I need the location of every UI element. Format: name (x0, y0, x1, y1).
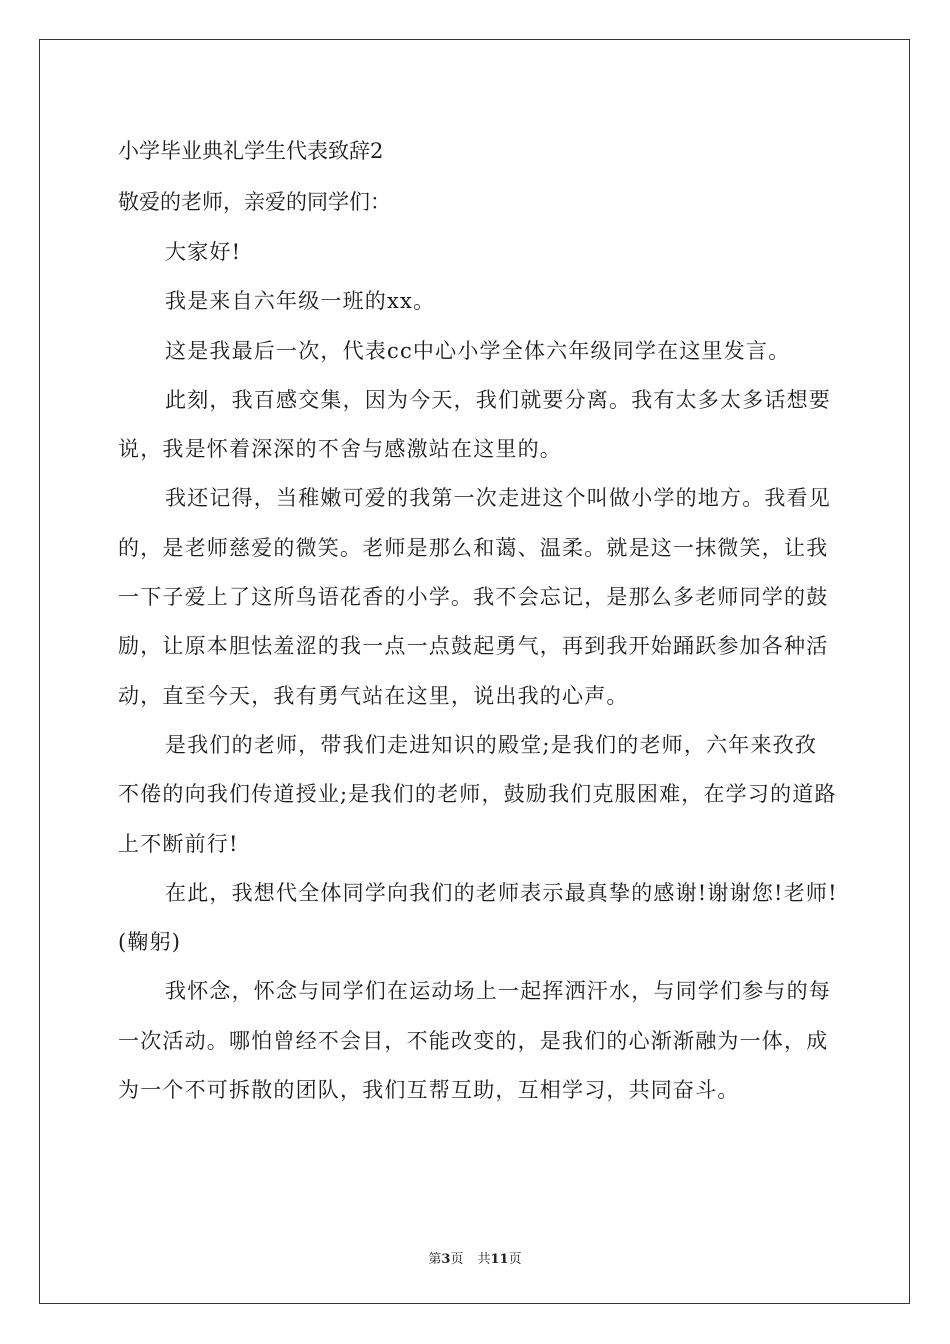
page-unit: 页 (450, 1252, 464, 1267)
page-prefix: 第 (428, 1252, 442, 1267)
document-body (118, 126, 838, 1115)
total-page-count: 11 (490, 1252, 509, 1267)
total-unit: 页 (508, 1252, 522, 1267)
paragraph-memories: 我还记得，当稚嫩可爱的我第一次走进这个叫做小学的地方。我看见的，是老师慈爱的微笑。老师是那么和蔼、温柔。就是这一抹微笑，让我一下子爱上了这所鸟语花香的小学。我不会忘记，是那么多老师同学的鼓励，让原本胆怯羞涩的我一点一点鼓起勇气，再到我开始踊跃参加各种活动，直至今天，我有勇气站在这里，说出我的心声。 (118, 486, 831, 708)
page-footer (0, 1248, 950, 1267)
paragraph-last-speech: 这是我最后一次，代表cc中心小学全体六年级同学在这里发言。 (165, 338, 791, 363)
paragraph-classmates: 我怀念，怀念与同学们在运动场上一起挥洒汗水，与同学们参与的每一次活动。哪怕曾经不会目，不能改变的，是我们的心渐渐融为一体，成为一个不可拆散的团队，我们互帮互助，互相学习，共同奋斗。 (118, 979, 831, 1103)
current-page-number: 3 (441, 1252, 451, 1267)
paragraph-thanks: 在此，我想代全体同学向我们的老师表示最真挚的感谢!谢谢您!老师!(鞠躬) (118, 880, 838, 955)
paragraph-greeting: 大家好! (165, 240, 242, 264)
paragraph-teachers: 是我们的老师，带我们走进知识的殿堂;是我们的老师，六年来孜孜不倦的向我们传道授业;是我们的老师，鼓励我们克服困难，在学习的道路上不断前行! (118, 732, 837, 856)
salutation: 敬爱的老师，亲爱的同学们： (118, 190, 391, 214)
total-prefix: 共 (477, 1252, 491, 1267)
paragraph-feelings: 此刻，我百感交集，因为今天，我们就要分离。我有太多太多话想要说，我是怀着深深的不舍与感激站在这里的。 (118, 387, 831, 462)
paragraph-intro: 我是来自六年级一班的xx。 (165, 289, 436, 314)
document-heading: 小学毕业典礼学生代表致辞2 (118, 139, 384, 163)
